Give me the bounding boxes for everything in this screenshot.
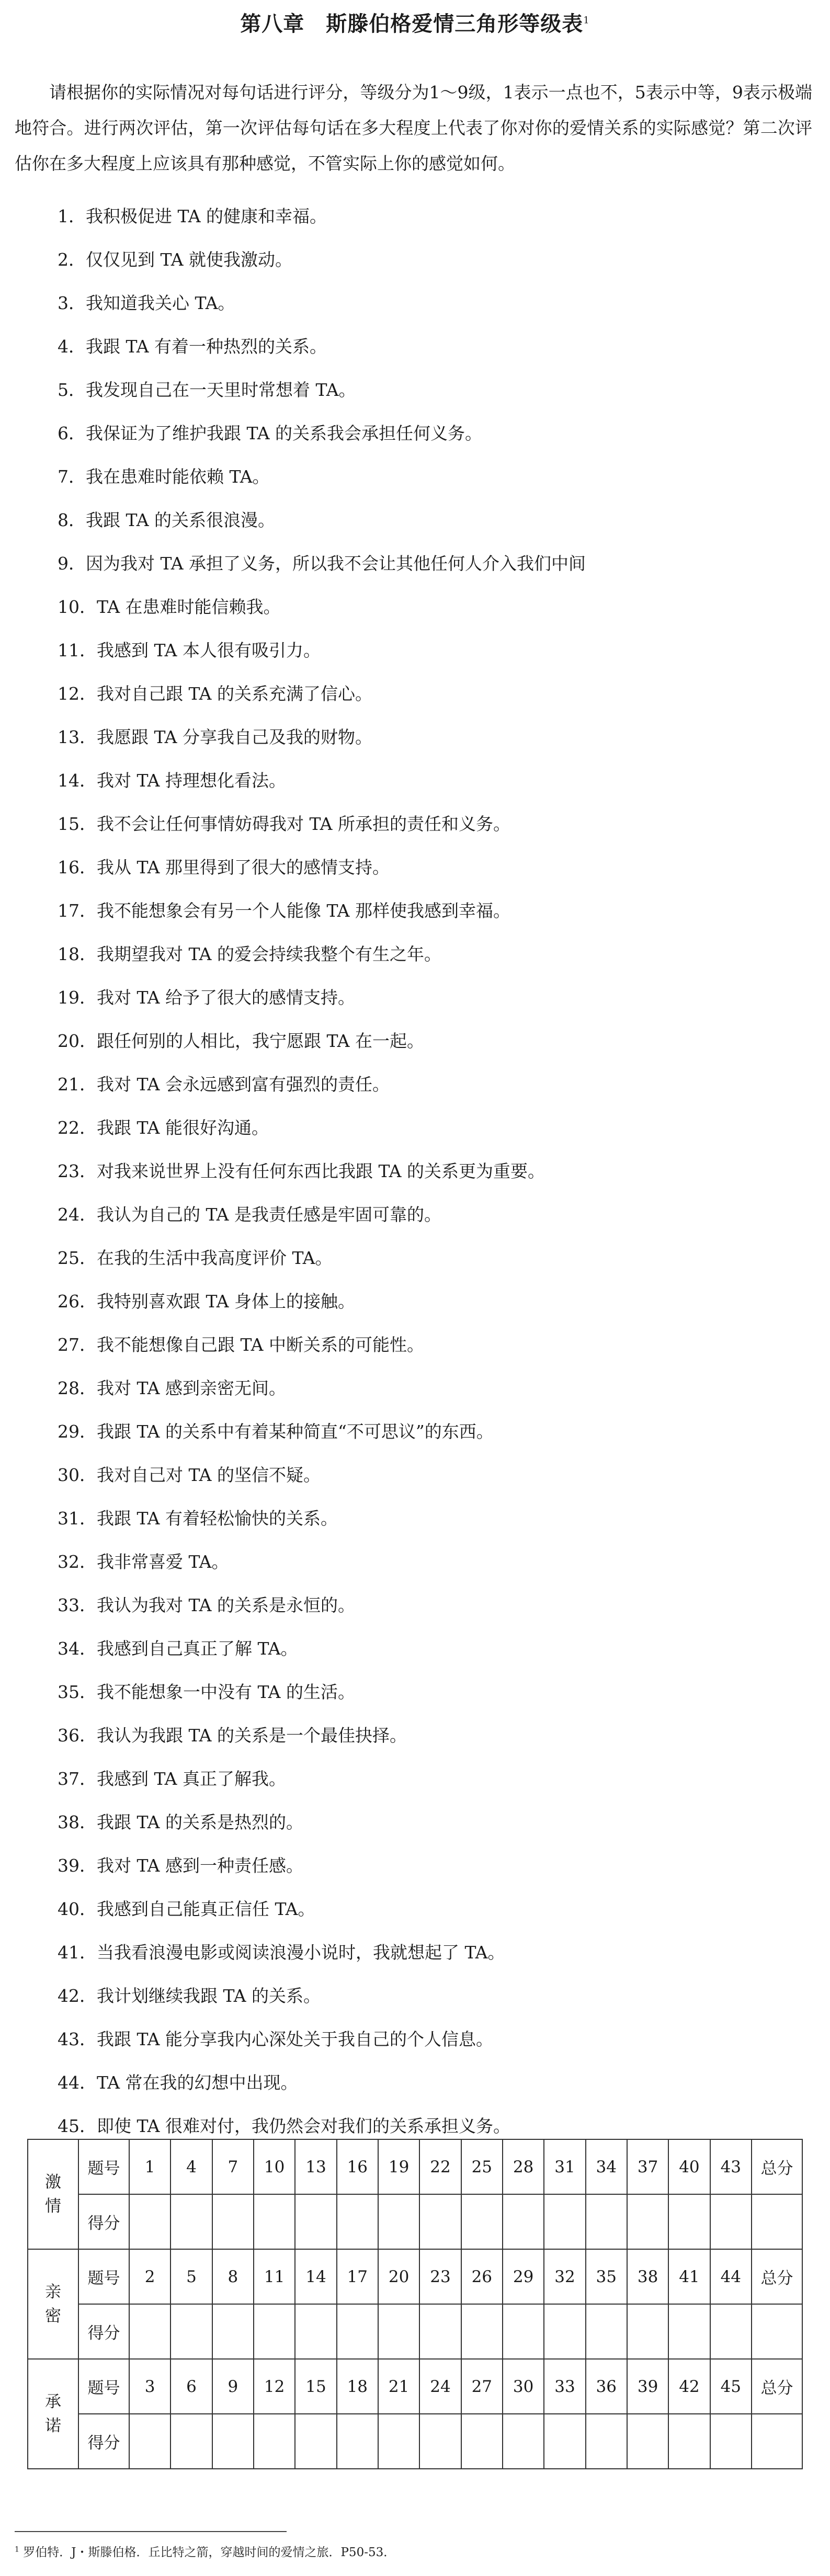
questionnaire-item: 5．我发现自己在一天里时常想着 TA。: [58, 380, 356, 400]
score-cell: [668, 2194, 710, 2249]
item-number-cell: 18: [337, 2359, 378, 2414]
dimension-label-char: 承: [45, 2392, 61, 2411]
item-number-cell: 40: [668, 2139, 710, 2194]
score-cell: [627, 2194, 668, 2249]
questionnaire-item: 32．我非常喜爱 TA。: [58, 1552, 229, 1572]
score-cell: [295, 2414, 336, 2469]
score-cell: [129, 2194, 170, 2249]
item-number-cell: 21: [378, 2359, 419, 2414]
title-text: 第八章 斯滕伯格爱情三角形等级表: [240, 12, 584, 36]
page-title: [0, 7, 830, 37]
questionnaire-item: 36．我认为我跟 TA 的关系是一个最佳抉择。: [58, 1725, 407, 1746]
item-number-cell: 2: [129, 2249, 170, 2304]
table-row-numbers: [28, 2359, 802, 2414]
dimension-label-char: 情: [45, 2197, 61, 2216]
item-number-cell: 7: [212, 2139, 254, 2194]
item-number-cell: 26: [461, 2249, 503, 2304]
dimension-label-char: 诺: [45, 2417, 61, 2435]
item-number-cell: 43: [710, 2139, 752, 2194]
questionnaire-item: 25．在我的生活中我高度评价 TA。: [58, 1248, 333, 1268]
score-cell: [419, 2414, 461, 2469]
questionnaire-item: 39．我对 TA 感到一种责任感。: [58, 1855, 304, 1876]
questionnaire-item: 26．我特别喜欢跟 TA 身体上的接触。: [58, 1291, 356, 1312]
score-cell: [170, 2194, 212, 2249]
item-number-cell: 29: [503, 2249, 544, 2304]
item-number-cell: 39: [627, 2359, 668, 2414]
questionnaire-item: 33．我认为我对 TA 的关系是永恒的。: [58, 1595, 356, 1615]
item-number-cell: 13: [295, 2139, 336, 2194]
item-number-cell: 8: [212, 2249, 254, 2304]
score-cell: [254, 2194, 295, 2249]
scoring-table: [27, 2139, 803, 2469]
score-cell: [337, 2304, 378, 2359]
item-number-cell: 27: [461, 2359, 503, 2414]
score-cell: [419, 2194, 461, 2249]
score-cell: [586, 2304, 627, 2359]
item-number-cell: 17: [337, 2249, 378, 2304]
questionnaire-item: 17．我不能想象会有另一个人能像 TA 那样使我感到幸福。: [58, 901, 511, 921]
item-number-cell: 3: [129, 2359, 170, 2414]
item-number-cell: 14: [295, 2249, 336, 2304]
item-number-cell: 6: [170, 2359, 212, 2414]
item-number-label: 题号: [78, 2359, 129, 2414]
score-cell: [544, 2414, 585, 2469]
item-number-cell: 1: [129, 2139, 170, 2194]
questionnaire-item: 28．我对 TA 感到亲密无间。: [58, 1378, 287, 1398]
item-number-cell: 12: [254, 2359, 295, 2414]
item-number-cell: 31: [544, 2139, 585, 2194]
item-number-cell: 37: [627, 2139, 668, 2194]
item-number-cell: 9: [212, 2359, 254, 2414]
score-cell: [129, 2304, 170, 2359]
score-cell: [254, 2414, 295, 2469]
score-cell: [503, 2414, 544, 2469]
score-cell: [710, 2304, 752, 2359]
questionnaire-item: 6．我保证为了维护我跟 TA 的关系我会承担任何义务。: [58, 423, 483, 443]
questionnaire-item: 43．我跟 TA 能分享我内心深处关于我自己的个人信息。: [58, 2029, 494, 2049]
score-cell: [337, 2414, 378, 2469]
item-number-cell: 15: [295, 2359, 336, 2414]
questionnaire-item: 19．我对 TA 给予了很大的感情支持。: [58, 987, 356, 1008]
questionnaire-item: 35．我不能想象一中没有 TA 的生活。: [58, 1682, 356, 1702]
table-row-scores: [28, 2414, 802, 2469]
questionnaire-item: 20．跟任何别的人相比，我宁愿跟 TA 在一起。: [58, 1031, 425, 1051]
score-cell: [212, 2414, 254, 2469]
score-cell: [295, 2304, 336, 2359]
score-cell: [668, 2414, 710, 2469]
item-number-cell: 34: [586, 2139, 627, 2194]
score-cell: [378, 2304, 419, 2359]
total-score-cell: [752, 2304, 802, 2359]
item-number-cell: 10: [254, 2139, 295, 2194]
score-cell: [503, 2304, 544, 2359]
table-row-numbers: [28, 2249, 802, 2304]
questionnaire-item: 38．我跟 TA 的关系是热烈的。: [58, 1812, 304, 1832]
score-cell: [419, 2304, 461, 2359]
questionnaire-item: 13．我愿跟 TA 分享我自己及我的财物。: [58, 727, 373, 747]
questionnaire-item: 8．我跟 TA 的关系很浪漫。: [58, 510, 276, 530]
score-cell: [461, 2194, 503, 2249]
score-label: 得分: [78, 2414, 129, 2469]
dimension-label-char: 密: [45, 2307, 61, 2326]
score-cell: [378, 2194, 419, 2249]
item-number-cell: 22: [419, 2139, 461, 2194]
dimension-label: [28, 2139, 78, 2249]
questionnaire-item: 9．因为我对 TA 承担了义务，所以我不会让其他任何人介入我们中间: [58, 553, 586, 574]
score-cell: [461, 2304, 503, 2359]
questionnaire-item: 29．我跟 TA 的关系中有着某种简直“不可思议”的东西。: [58, 1421, 494, 1442]
item-number-cell: 11: [254, 2249, 295, 2304]
score-label: 得分: [78, 2194, 129, 2249]
total-score-cell: [752, 2414, 802, 2469]
score-cell: [129, 2414, 170, 2469]
score-cell: [586, 2194, 627, 2249]
score-cell: [544, 2304, 585, 2359]
questionnaire-item: 34．我感到自己真正了解 TA。: [58, 1638, 298, 1659]
item-number-cell: 35: [586, 2249, 627, 2304]
item-number-cell: 33: [544, 2359, 585, 2414]
score-cell: [627, 2304, 668, 2359]
item-number-cell: 16: [337, 2139, 378, 2194]
score-cell: [254, 2304, 295, 2359]
score-cell: [710, 2194, 752, 2249]
questionnaire-item: 7．我在患难时能依赖 TA。: [58, 466, 270, 487]
item-number-cell: 19: [378, 2139, 419, 2194]
questionnaire-item: 21．我对 TA 会永远感到富有强烈的责任。: [58, 1074, 390, 1095]
item-number-cell: 30: [503, 2359, 544, 2414]
item-number-cell: 42: [668, 2359, 710, 2414]
questionnaire-item: 40．我感到自己能真正信任 TA。: [58, 1899, 315, 1919]
footnote-divider: [15, 2531, 287, 2532]
footnote-mark: 1: [15, 2545, 19, 2554]
table-row-numbers: [28, 2139, 802, 2194]
score-cell: [461, 2414, 503, 2469]
questionnaire-item: 30．我对自己对 TA 的坚信不疑。: [58, 1465, 321, 1485]
score-cell: [668, 2304, 710, 2359]
questionnaire-item: 4．我跟 TA 有着一种热烈的关系。: [58, 336, 327, 357]
score-cell: [710, 2414, 752, 2469]
item-number-cell: 25: [461, 2139, 503, 2194]
footnote-text: 罗伯特．J・斯滕伯格．丘比特之箭，穿越时间的爱情之旅．P50-53．: [23, 2546, 396, 2559]
score-cell: [170, 2304, 212, 2359]
footnote: [15, 2543, 395, 2560]
footnote-reference: 1: [583, 15, 590, 26]
questionnaire-item: 24．我认为自己的 TA 是我责任感是牢固可靠的。: [58, 1204, 442, 1225]
questionnaire-item: 31．我跟 TA 有着轻松愉快的关系。: [58, 1508, 338, 1529]
questionnaire-item: 15．我不会让任何事情妨碍我对 TA 所承担的责任和义务。: [58, 814, 511, 834]
item-number-cell: 4: [170, 2139, 212, 2194]
questionnaire-item: 41．当我看浪漫电影或阅读浪漫小说时，我就想起了 TA。: [58, 1942, 505, 1963]
dimension-label: [28, 2359, 78, 2469]
questionnaire-item: 42．我计划继续我跟 TA 的关系。: [58, 1986, 321, 2006]
questionnaire-item: 16．我从 TA 那里得到了很大的感情支持。: [58, 857, 390, 877]
item-number-label: 题号: [78, 2249, 129, 2304]
item-number-cell: 45: [710, 2359, 752, 2414]
questionnaire-item: 12．我对自己跟 TA 的关系充满了信心。: [58, 683, 373, 704]
score-cell: [212, 2194, 254, 2249]
item-number-cell: 23: [419, 2249, 461, 2304]
score-cell: [503, 2194, 544, 2249]
dimension-label: [28, 2249, 78, 2359]
item-number-cell: 5: [170, 2249, 212, 2304]
dimension-label-char: 亲: [45, 2283, 61, 2301]
item-number-cell: 36: [586, 2359, 627, 2414]
score-cell: [544, 2194, 585, 2249]
score-cell: [586, 2414, 627, 2469]
total-label: 总分: [752, 2249, 802, 2304]
instructions-paragraph: 请根据你的实际情况对每句话进行评分，等级分为1～9级，1表示一点也不，5表示中等，9表示极端地符合。进行两次评估，第一次评估每句话在多大程度上代表了你对你的爱情关系的实际感觉？第二次评估你在多大程度上应该具有那种感觉，不管实际上你的感觉如何。: [15, 82, 812, 174]
score-cell: [212, 2304, 254, 2359]
questionnaire-item: 37．我感到 TA 真正了解我。: [58, 1769, 287, 1789]
questionnaire-item: 10．TA 在患难时能信赖我。: [58, 597, 281, 617]
item-number-cell: 20: [378, 2249, 419, 2304]
score-cell: [295, 2194, 336, 2249]
table-row-scores: [28, 2194, 802, 2249]
questionnaire-item: 22．我跟 TA 能很好沟通。: [58, 1118, 269, 1138]
questionnaire-item: 44．TA 常在我的幻想中出现。: [58, 2072, 298, 2093]
table-row-scores: [28, 2304, 802, 2359]
total-label: 总分: [752, 2139, 802, 2194]
item-number-cell: 32: [544, 2249, 585, 2304]
item-number-cell: 38: [627, 2249, 668, 2304]
questionnaire-item: 3．我知道我关心 TA。: [58, 293, 235, 313]
score-cell: [627, 2414, 668, 2469]
questionnaire-item: 2．仅仅见到 TA 就使我激动。: [58, 249, 293, 270]
questionnaire-item: 11．我感到 TA 本人很有吸引力。: [58, 640, 321, 660]
questionnaire-item: 45．即使 TA 很难对付，我仍然会对我们的关系承担义务。: [58, 2116, 511, 2136]
item-number-cell: 44: [710, 2249, 752, 2304]
questionnaire-item: 18．我期望我对 TA 的爱会持续我整个有生之年。: [58, 944, 442, 964]
item-number-cell: 41: [668, 2249, 710, 2304]
item-number-label: 题号: [78, 2139, 129, 2194]
score-cell: [170, 2414, 212, 2469]
questionnaire-list: [58, 195, 586, 2148]
score-cell: [337, 2194, 378, 2249]
total-score-cell: [752, 2194, 802, 2249]
item-number-cell: 24: [419, 2359, 461, 2414]
dimension-label-char: 激: [45, 2173, 61, 2192]
item-number-cell: 28: [503, 2139, 544, 2194]
questionnaire-item: 27．我不能想像自己跟 TA 中断关系的可能性。: [58, 1335, 425, 1355]
score-cell: [378, 2414, 419, 2469]
questionnaire-item: 14．我对 TA 持理想化看法。: [58, 770, 287, 791]
total-label: 总分: [752, 2359, 802, 2414]
score-label: 得分: [78, 2304, 129, 2359]
questionnaire-item: 1．我积极促进 TA 的健康和幸福。: [58, 206, 327, 226]
questionnaire-item: 23．对我来说世界上没有任何东西比我跟 TA 的关系更为重要。: [58, 1161, 545, 1181]
